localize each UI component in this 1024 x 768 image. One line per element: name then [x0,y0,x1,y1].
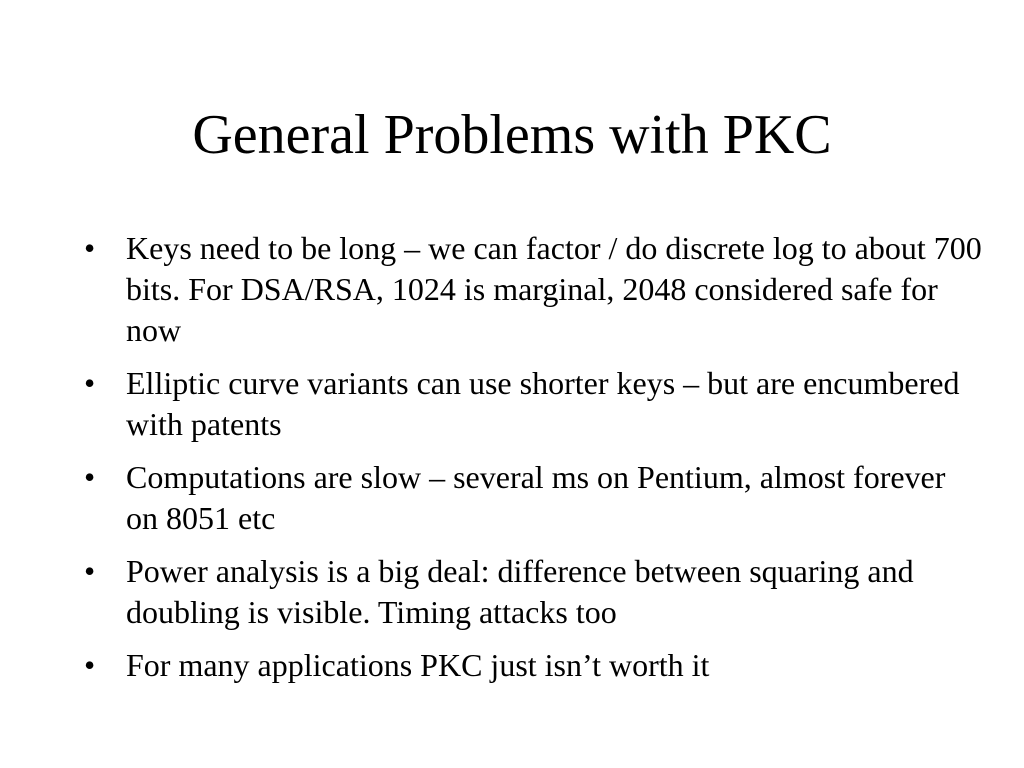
slide-title: General Problems with PKC [192,104,832,166]
bullet-text: Elliptic curve variants can use shorter keys – but are encumbered with patents [126,365,960,442]
bullet-text: Power analysis is a big deal: difference between squaring and doubling is visible. Timing attacks too [126,553,914,630]
bullet-item [84,228,984,351]
bullet-item [84,551,984,633]
bullet-list [84,228,984,698]
bullet-marker: • [84,553,96,589]
bullet-item [84,645,984,686]
bullet-marker: • [84,459,96,495]
bullet-item [84,363,984,445]
bullet-marker: • [84,647,96,683]
bullet-text: Keys need to be long – we can factor / do discrete log to about 700 bits. For DSA/RSA, 1024 is marginal, 2048 considered safe for now [126,230,982,348]
bullet-marker: • [84,365,96,401]
bullet-marker: • [84,230,96,266]
bullet-text: For many applications PKC just isn’t worth it [126,647,710,683]
bullet-text: Computations are slow – several ms on Pentium, almost forever on 8051 etc [126,459,946,536]
bullet-item [84,457,984,539]
